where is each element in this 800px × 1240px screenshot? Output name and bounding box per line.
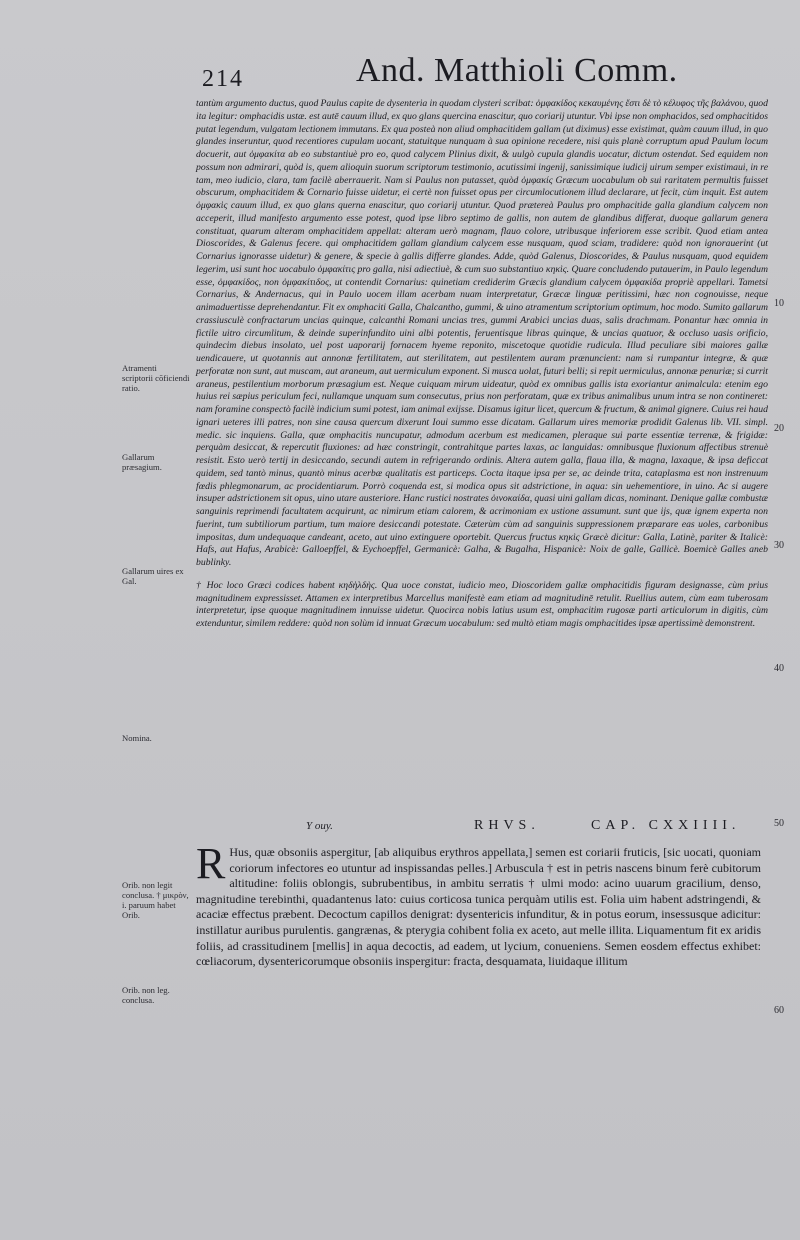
margin-note-names: Nomina. — [122, 733, 152, 743]
commentary-footnote: † Hoc loco Græci codices habent κηδὴλδὴς. Qua uoce constat, iudicio meo, Dioscoridem gallæ omphacitidis figuram designasse, cùm prius magnitudinem expressisset. Attamen ex interpretibus Marcellus manifestè eam etiam ad magnitudinē retulit. Ruellius autem, cùm eam tuberosam interpretetur, ipse quoque magnitudinem innuisse uidetur. Quocirca nobis latius usum est, omphacitim rugosæ parti articulorum in digitis, cùm extenduntur, similem reddere: quòd non solùm id innuat Græcum uocabulum: sed multò etiam magis omphacitides ipsæ apertissimè demonstrent. — [196, 579, 768, 629]
chapter-number: CAP. CXXIIII. — [591, 818, 741, 833]
chapter-title: RHVS. — [474, 818, 540, 833]
signature-mark: Y ouy. — [306, 820, 333, 832]
main-paragraph-text: Hus, quæ obsoniis aspergitur, [ab aliquibus erythros appellata,] semen est coriarii fruticis, [sic uocati, quoniam coriorum infectores eo utuntur ad inspissandas pelles.] Arbuscula † est in petris nascens binum ferè cubitorum altitudine: foliis oblongis, subrubentibus, in ambitu serratis † ulmi modo: acino uuarum gracilium, denso, magnitudine terebinthi, quadantenus lato: cuius corticosa tunica perquàm utilis est. Folia uim habent adstringendi, & acaciæ effectus præbent. Decoctum capillos denigrat: dysentericis infunditur, & in potus eorum, insessusque adicitur: instillatur auribus purulentis. gangrænas, & pterygia cohibent folia ex aceto, aut melle illita. Liquamentum fit ex aridis foliis, ad crassitudinem [mellis] in aqua decoctis, ad eadem, ut lycium, conueniens. Semen eosdem effectus exhibet: cœliacorum, dysentericorumque obsoniis inspergitur: fracta, desquamata, liuidaque illitum — [196, 845, 761, 969]
line-number-30: 30 — [774, 540, 784, 551]
margin-note-gall-omen: Gallarum præsagium. — [122, 452, 162, 472]
page-header — [196, 52, 756, 96]
commentary-paragraph: tantùm argumento ductus, quod Paulus capite de dysenteria in quodam clysteri scribat: ὀμφακίδος κεκαυμένης ἔστι δὲ τὸ κέλυφος τῆς βαλάνου, quod ita legitur: omphacidis ustæ. est autē cauum illud, ex quo glans quercina enascitur, quo coriarij utuntur. Vbi ipse non omphacidos, sed omphacitidos putat legendum, vulgatam lectionem immutans. Ex qua posteà non aliud omphacitidem gallam (ut diximus) esse existimat, quàm cauum illud, in quo glandes inseruntur, quod recentiores cupulam uocant, statuitque nunquam à sua opinione recedere, nisi quis planè corruptum apud Paulum locum docuerit, aut ὀμφακίτα ab eo substantiuè pro eo, quod calycem Plinius dixit, & uulgò cupula glandis uocatur, dictum ostendat. Sed equidem non possum non admirari, quòd is, quem alioquin suorum scriptorum testimonio, acutissimi ingenij, sanissimique iudicij uirum semper existimaui, in re tam, meo iudicio, clara, tam facilè aberrauerit. Nam si Paulus non putasset, quòd ὀμφακίς Græcum uocabulum ob sui raritatem permultis fuisset obscurum, omphacitidem & Cornario fuisse uidetur, ei certè non fuisset opus per circumlocutionem illud declarare, ut fecit, cùm inquit. Est autem ὀμφακὶς cauum illud, ex quo glans querna enascitur, quo coriarij utuntur. Quod prætereà Paulus pro omphacitide galla glandium calycem non acceperit, illud manifesto argumento esse potest, quod ipse libro septimo de gallis, non autem de glandibus differat, duoque gallarum genera constituat, quarum alteram omphacitidem appellat: alteram uerò magnam, flauo colore, utribusque inferiorem esse scribit. Quod etiam antea Dioscorides, & Galenus fecere. qui omphacitidem gallam glandium calycem esse nusquam, quod sciam, tradidere: quòd non ignorauerint (ut Cornarius ignorasse uidetur) & genere, & specie à gallis differre glandes. Adde, quòd Galenus, Dioscorides, & Paulus nusquam, quod equidem legerim, usi sunt hoc uocabulo ὀμφακίτις pro galla, nisi adiectiuè, & cum suo substantiuo κηκὶς. Quare concludendo putauerim, in Paulo legendum esse, ὀμφακίδος, non ὀμφακίτιδος, ut contendit Cornarius: quinetiam crediderim Græcis glandium calycem ὀμφακίδα propriè appellari. Tametsi Cornarius, & Andernacus, qui in Paulo uocem illam acerbam nuam interpretatur, Græcæ linguæ peritissimi, hæc non cognouisse, neque animaduertisse deprehendantur. Fit ex omphaciti Galla, Chalcantho, gummi, & uino atramentum scriptorium optimum, hoc modo. Sumito gallarum crassiusculè confractarum uncias quinque, calcanthi Romani uncias tres, gummi Arabici uncias duas, salis drachmam. Ponantur hæc omnia in fictile uitro circumlitum, & deinde superinfundito uini albi potentis, feruentisque libras quinque, & uncias quatuor, & occluso uasis orificio, quindecim diebus insolato, uel post uaporarij fornacem hyeme reponito, miscetoque quotidie rudicula. Illud peculiare sibi maiores gallæ uendicauere, ut quotannis aut annonæ fertilitatem, aut sterilitatem, aut pestilentem auram prænuncient: nam si rumpantur integræ, & quæ perforatæ non sunt, aut muscam, aut araneum, aut uermiculum exponent. Si musca uolat, futuri belli; si repit uermiculus, annonæ penuriæ; si currit araneus, pestilentium morborum præsagium est. Neque cuiquam mirum uideatur, quòd ex omnibus gallis ista exoriantur animalcula: etenim ego huius rei sæpius periculum feci, nullamque unquam sum consecutus, prius non perforatam, quæ ex tribus animalibus unum intra se non contineret: nam foramine conspectò facilè indicium sumi potest, iam animal exijsse. Disamus igitur licet, quercum & fructum, & animal gignere. Cuius rei haud ignari ueteres illi patres, non sine causa quercum dixerunt Ioui summo esse dicatam. Gallarum uires memoriæ prodidit Galenus lib. VII. simpl. medic. sic inquiens. Galla, quæ omphacitis nuncupatur, admodum acerbum est medicamen, pleraque sui parte essentiæ terrenæ, & frigidæ: perquàm desiccat, & repercutit fluxiones: ad hæc constringit, contrahitque partes laxas, ac languidas: omnibusque fluxionum affectibus strenuè resistit. Esto uerò tertij in desiccando, secundi autem in refrigerando ordinis. Altera autem galla, flaua illa, & magna, laxaque, & ipsa deficcat quidem, sed tantò minus, quantò minus acerbæ qualitatis est particeps. Cocta itaque ipsa per se, ac deinde trita, cataplasma est non instrenuum fœdis phlegmonarum, ac procidentiarum. Porrò coquenda est, si modica opus sit adstrictione, in aqua: sin uehementiore, in uino. Ac si augere insuper adstrictionem sit opus, uino utare austeriore. Hanc rustici nostrates ὀινοκαίδα, quasi uini gallam dicas, nominant. Denique gallæ combustæ sanguinis reprimendi facultatem acquirunt, ac nimirum etiam calorem, & acrimoniam ex ustione assumunt. sunt que ijs, quæ ignem experta non fuerint, tum subtiliorum partium, tum maiore desiccandi potestate. Cæterùm cùm ad sanguinis suppressionem præparare eas uoles, carbonibus impositas, dum undequaque candeant, aceto, aut uino extinguere oportebit. Quercus fructus κηκὶς Græcè dicitur: Galla, Latinè, pariter & Italicè: Hafs, aut Hafus, Arabicè: Galloepffel, & Eychoepffel, Germanicè: Galha, & Bugalha, Hispanicè: Noix de galle, Gallicè. Boemicè Galles aneb bublinky. — [196, 98, 768, 568]
line-number-10: 10 — [774, 298, 784, 309]
running-head: And. Matthioli Comm. — [356, 52, 678, 89]
chapter-heading — [196, 818, 768, 836]
line-number-60: 60 — [774, 1005, 784, 1016]
line-number-50: 50 — [774, 818, 784, 829]
page-number: 214 — [202, 66, 244, 92]
margin-note-oribasius-1: Orib. non legit conclusa. † μικρὸν, i. paruum habet Orib. — [122, 880, 189, 920]
margin-note-ink-recipe: Atramenti scriptorii cōficiendi ratio. — [122, 363, 190, 393]
main-text-block — [196, 839, 761, 970]
commentary-block — [196, 98, 768, 631]
margin-note-oribasius-2: Orib. non leg. conclusa. — [122, 985, 170, 1005]
main-paragraph — [196, 839, 761, 970]
line-number-20: 20 — [774, 423, 784, 434]
line-number-40: 40 — [774, 663, 784, 674]
drop-capital: R — [196, 839, 226, 888]
margin-note-gall-virtues: Gallarum uires ex Gal. — [122, 566, 184, 586]
